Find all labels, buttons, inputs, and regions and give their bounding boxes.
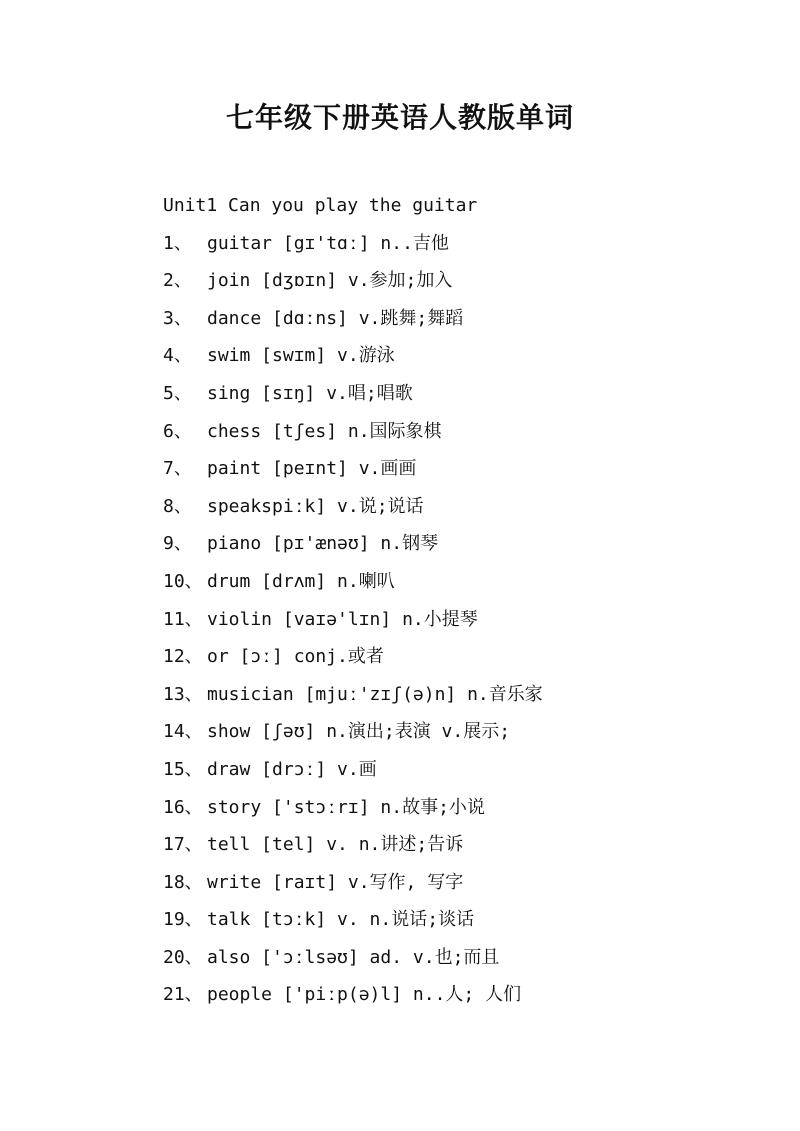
list-item	[163, 901, 763, 939]
entry-text: musician [mjuː'zɪʃ(ə)n] n.音乐家	[207, 683, 543, 705]
entry-number: 16、	[163, 796, 203, 818]
entry-number: 4、	[163, 345, 192, 367]
entry-number: 3、	[163, 307, 192, 329]
entry-number: 6、	[163, 420, 192, 442]
entry-text: join [dʒɒɪn] v.参加;加入	[207, 270, 453, 292]
entry-number: 5、	[163, 382, 192, 404]
list-item	[163, 488, 763, 526]
entry-text: piano [pɪ'ænəʊ] n.钢琴	[207, 533, 439, 555]
vocabulary-list	[163, 187, 763, 1014]
list-item	[163, 676, 763, 714]
entry-text: draw [drɔː] v.画	[207, 758, 377, 780]
list-item	[163, 713, 763, 751]
list-item	[163, 375, 763, 413]
list-item	[163, 300, 763, 338]
entry-text: also ['ɔːlsəʊ] ad. v.也;而且	[207, 946, 500, 968]
entry-text: write [raɪt] v.写作, 写字	[207, 871, 464, 893]
list-item	[163, 638, 763, 676]
entry-number: 19、	[163, 909, 203, 931]
entry-number: 12、	[163, 646, 203, 668]
entry-text: violin [vaɪə'lɪn] n.小提琴	[207, 608, 478, 630]
entry-text: paint [peɪnt] v.画画	[207, 458, 417, 480]
entry-text: speakspiːk] v.说;说话	[207, 495, 424, 517]
entry-number: 2、	[163, 270, 192, 292]
list-item	[163, 601, 763, 639]
unit-heading: Unit1 Can you play the guitar	[163, 195, 478, 216]
list-item	[163, 413, 763, 451]
entry-number: 1、	[163, 232, 192, 254]
entry-text: tell [tel] v. n.讲述;告诉	[207, 834, 464, 856]
entry-text: chess [tʃes] n.国际象棋	[207, 420, 442, 442]
list-item	[163, 751, 763, 789]
list-item	[163, 525, 763, 563]
entry-number: 10、	[163, 570, 203, 592]
entry-number: 20、	[163, 946, 203, 968]
entry-text: swim [swɪm] v.游泳	[207, 345, 395, 367]
entry-text: drum [drʌm] n.喇叭	[207, 570, 395, 592]
entry-number: 15、	[163, 758, 203, 780]
list-item	[163, 450, 763, 488]
entry-number: 9、	[163, 533, 192, 555]
entry-text: people ['piːp(ə)l] n..人; 人们	[207, 984, 522, 1006]
list-item	[163, 826, 763, 864]
list-item	[163, 864, 763, 902]
entry-number: 13、	[163, 683, 203, 705]
entry-text: guitar [gɪ'tɑː] n..吉他	[207, 232, 449, 254]
entry-number: 14、	[163, 721, 203, 743]
list-item	[163, 976, 763, 1014]
entry-text: talk [tɔːk] v. n.说话;谈话	[207, 909, 475, 931]
entry-number: 21、	[163, 984, 203, 1006]
list-item	[163, 337, 763, 375]
list-item	[163, 225, 763, 263]
entry-number: 18、	[163, 871, 203, 893]
entry-text: show [ʃəʊ] n.演出;表演 v.展示;	[207, 721, 511, 743]
list-item	[163, 939, 763, 977]
entry-number: 7、	[163, 458, 192, 480]
entry-number: 8、	[163, 495, 192, 517]
entry-number: 11、	[163, 608, 203, 630]
entry-number: 17、	[163, 834, 203, 856]
list-item	[163, 563, 763, 601]
list-item	[163, 262, 763, 300]
entry-text: or [ɔː] conj.或者	[207, 646, 384, 668]
list-item	[163, 789, 763, 827]
page-title: 七年级下册英语人教版单词	[225, 101, 574, 134]
entry-text: dance [dɑːns] v.跳舞;舞蹈	[207, 307, 464, 329]
entry-text: sing [sɪŋ] v.唱;唱歌	[207, 382, 413, 404]
entry-text: story ['stɔːrɪ] n.故事;小说	[207, 796, 485, 818]
